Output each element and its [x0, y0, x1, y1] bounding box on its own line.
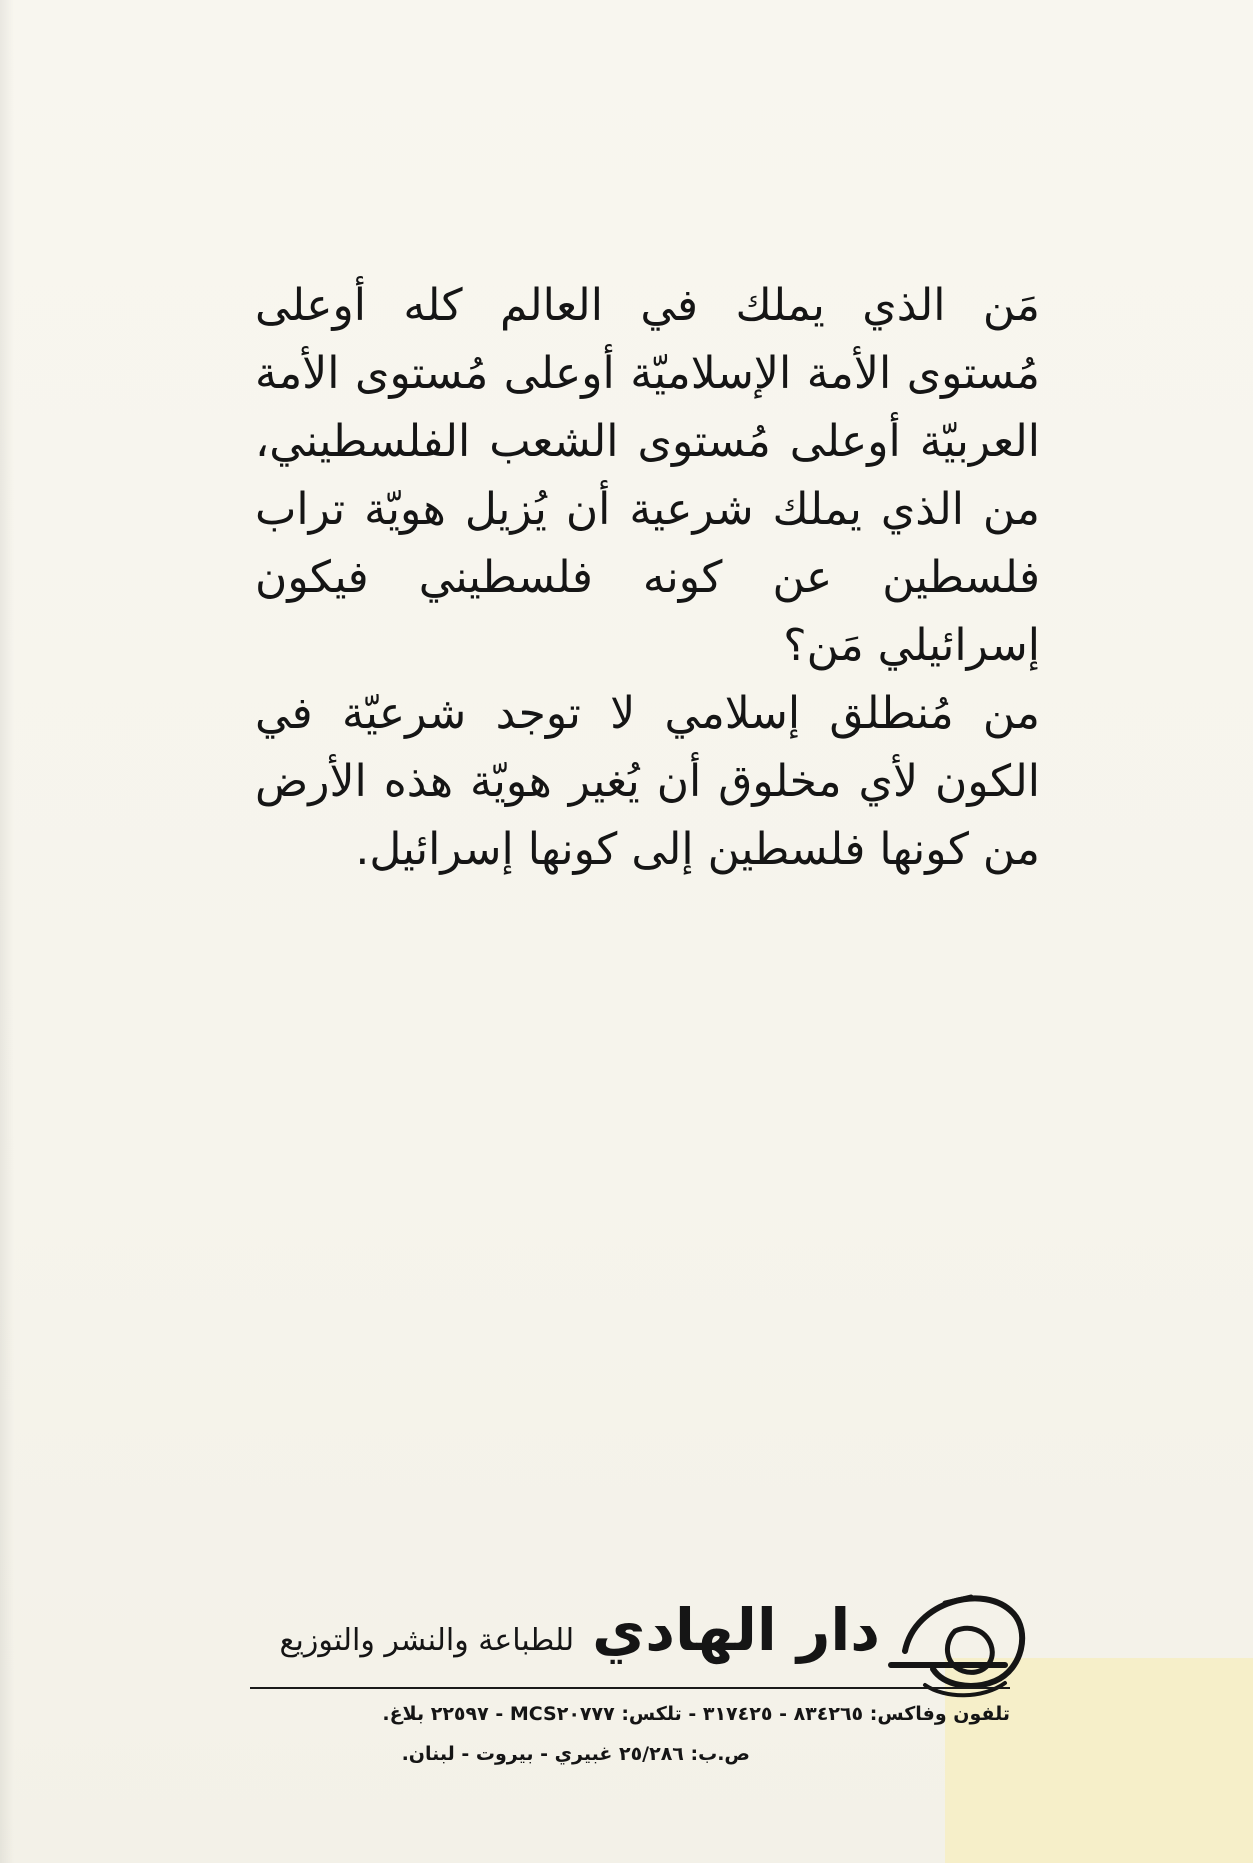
publisher-tagline: للطباعة والنشر والتوزيع [279, 1623, 575, 1658]
contact-line: تلفون وفاكس: ٨٣٤٢٦٥ - ٣١٧٤٢٥ - تلكس: MCS٢٠٧٧٧ - ٢٢٥٩٧ بلاغ. [382, 1703, 1010, 1725]
publisher-footer [250, 1565, 1040, 1825]
publisher-row [280, 1585, 880, 1675]
address-line: ص.ب: ٢٥/٢٨٦ غبيري - بيروت - لبنان. [401, 1743, 750, 1765]
publisher-name: دار الهادي [592, 1596, 880, 1664]
footer-divider [250, 1687, 1010, 1689]
paragraph-2: من مُنطلق إسلامي لا توجد شرعيّة في الكون لأي مخلوق أن يُغير هويّة هذه الأرض من كونها فلسطين إلى كونها إسرائيل. [255, 688, 1040, 875]
publisher-logo-icon [885, 1573, 1030, 1703]
back-cover-text [255, 272, 1040, 884]
paragraph-1: مَن الذي يملك في العالم كله أوعلى مُستوى الأمة الإسلاميّة أوعلى مُستوى الأمة العربيّة أوعلى مُستوى الشعب الفلسطيني، من الذي يملك شرعية أن يُزيل هويّة تراب فلسطين عن كونه فلسطيني فيكون إسرائيلي مَن؟ [255, 280, 1040, 671]
page-edge-shadow [0, 0, 14, 1863]
